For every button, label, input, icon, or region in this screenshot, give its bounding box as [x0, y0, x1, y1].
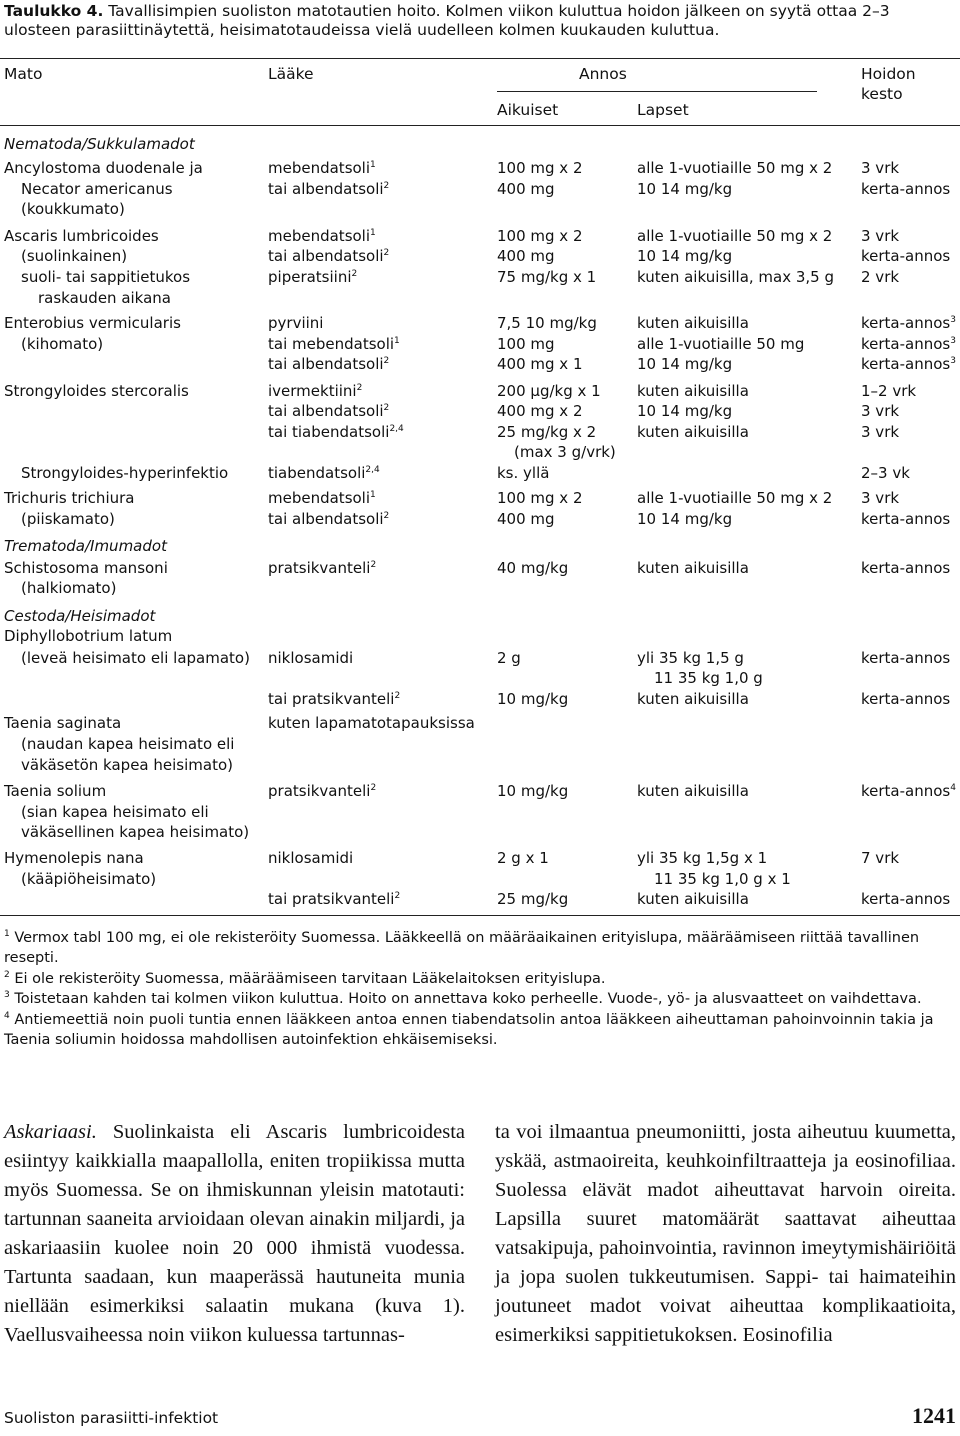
cell-kesto	[861, 648, 950, 668]
cell-laake-text: tai albendatsoli	[268, 355, 384, 373]
cell-lapset-text: kuten aikuisilla	[637, 782, 749, 800]
cell-laake	[268, 713, 475, 733]
cell-lapset	[637, 401, 732, 421]
footnote-ref: 1	[394, 336, 400, 346]
cell-aikuiset	[497, 401, 583, 421]
footnote-number: 2	[4, 970, 10, 981]
body-column-right	[495, 1118, 956, 1350]
cell-laake	[268, 354, 389, 374]
cell-aikuiset-text: 7,5 10 mg/kg	[497, 314, 597, 332]
cell-aikuiset	[497, 381, 601, 401]
cell-lapset	[637, 689, 749, 709]
footnote-text: Ei ole rekisteröity Suomessa, määräämiseen tarvitaan Lääkelaitoksen erityislupa.	[9, 971, 606, 987]
footnote-ref: 2	[383, 248, 390, 258]
cell-mato	[4, 713, 121, 733]
cell-mato-text: (piiskamato)	[21, 510, 115, 528]
cell-aikuiset-text: 400 mg	[497, 510, 555, 528]
cell-kesto-text: 3 vrk	[861, 227, 900, 245]
cell-mato	[21, 463, 228, 483]
cell-mato	[21, 822, 249, 842]
cell-aikuiset	[497, 422, 596, 442]
cell-aikuiset	[497, 334, 555, 354]
cell-aikuiset-text: 200 µg/kg x 1	[497, 382, 601, 400]
cell-kesto	[861, 422, 899, 442]
cell-mato-text: Ascaris lumbricoides	[4, 227, 159, 245]
cell-kesto	[861, 781, 956, 801]
footnote	[4, 1010, 956, 1050]
cell-kesto-text: kerta-annos	[861, 510, 951, 528]
footnote-text: Vermox tabl 100 mg, ei ole rekisteröity Suomessa. Lääkkeellä on määräaikainen erityislupa, määräämiseen riittää tavallinen resepti.	[4, 930, 920, 966]
cell-lapset-text: 10 14 mg/kg	[637, 402, 733, 420]
cell-kesto	[861, 848, 899, 868]
cell-laake-text: tai pratsikvanteli	[268, 890, 395, 908]
cell-lapset-text: alle 1-vuotiaille 50 mg x 2	[637, 489, 833, 507]
cell-kesto-text: 3 vrk	[861, 402, 900, 420]
header-lapset: Lapset	[637, 101, 689, 119]
cell-aikuiset	[497, 354, 583, 374]
cell-mato	[4, 558, 168, 578]
cell-mato	[4, 848, 144, 868]
body-text-right: ta voi ilmaantua pneumoniitti, josta aiheutuu kuumetta, yskää, astmaoireita, keuhkoinfiltraatteja ja eosinofiliaa. Suolessa elävät madot aiheuttavat harvoin oireita. Lapsilla suuret matomäärät saattavat aiheuttaa vatsakipuja, pahoinvointia, ravinnon imeytymishäiriöitä ja jopa suolen tukkeutumisen. Sappi- tai haimateihin joutuneet madot voivat aiheuttaa komplikaatioita, esimerkiksi sappitietukoksen. Eosinofilia	[495, 1121, 956, 1346]
cell-mato	[4, 226, 159, 246]
footer-section-title: Suoliston parasiitti-infektiot	[4, 1409, 219, 1427]
cell-kesto	[861, 381, 916, 401]
cell-kesto-text: kerta-annos	[861, 649, 951, 667]
cell-lapset	[637, 381, 749, 401]
cell-lapset-text: alle 1-vuotiaille 50 mg x 2	[637, 159, 833, 177]
footnote-number: 4	[4, 1011, 10, 1022]
header-mato: Mato	[4, 65, 43, 83]
cell-kesto-text: kerta-annos	[861, 559, 951, 577]
cell-laake	[268, 848, 353, 868]
footnote-ref: 2	[383, 181, 390, 191]
cell-mato	[21, 179, 173, 199]
cell-laake-text: tai albendatsoli	[268, 180, 384, 198]
cell-kesto	[861, 488, 899, 508]
cell-lapset-text: kuten aikuisilla	[637, 314, 749, 332]
cell-laake-text: piperatsiini	[268, 268, 352, 286]
cell-kesto	[861, 179, 950, 199]
cell-mato-text: Strongyloides stercoralis	[4, 382, 189, 400]
cell-lapset	[637, 226, 832, 246]
cell-mato	[4, 158, 203, 178]
footnote-ref: 3	[950, 315, 956, 325]
footnote-ref: 1	[370, 228, 376, 238]
cell-kesto-text: 3 vrk	[861, 489, 900, 507]
cell-mato-text: raskauden aikana	[38, 289, 171, 307]
footnote-ref: 2	[351, 269, 358, 279]
cell-mato-text: (koukkumato)	[21, 200, 125, 218]
cell-lapset-text: 10 14 mg/kg	[637, 180, 733, 198]
cell-kesto	[861, 313, 956, 333]
cell-aikuiset-text: 100 mg	[497, 335, 555, 353]
cell-kesto-text: kerta-annos	[861, 335, 951, 353]
cell-aikuiset	[497, 246, 555, 266]
cell-aikuiset-text: 400 mg	[497, 247, 555, 265]
cell-lapset-text: alle 1-vuotiaille 50 mg x 2	[637, 227, 833, 245]
cell-mato	[21, 199, 125, 219]
cell-lapset	[637, 889, 749, 909]
cell-aikuiset-text: 100 mg x 2	[497, 159, 583, 177]
footnote-ref: 2	[370, 783, 377, 793]
cell-aikuiset-text: 75 mg/kg x 1	[497, 268, 597, 286]
cell-lapset	[637, 648, 744, 668]
cell-mato	[21, 734, 234, 754]
footnote-ref: 2	[356, 383, 363, 393]
cell-mato-text: Taenia saginata	[4, 714, 122, 732]
cell-mato	[21, 267, 190, 287]
cell-aikuiset-text: (max 3 g/vrk)	[514, 443, 616, 461]
cell-mato	[21, 334, 103, 354]
cell-aikuiset	[497, 488, 583, 508]
cell-laake	[268, 488, 376, 508]
group-heading	[4, 134, 195, 154]
cell-aikuiset-text: 25 mg/kg	[497, 890, 569, 908]
cell-kesto-text: 7 vrk	[861, 849, 900, 867]
cell-aikuiset	[497, 689, 568, 709]
cell-laake-text: tiabendatsoli	[268, 464, 366, 482]
cell-laake	[268, 246, 389, 266]
cell-kesto-text: kerta-annos	[861, 247, 951, 265]
cell-kesto-text: 1–2 vrk	[861, 382, 917, 400]
cell-laake-text: tai albendatsoli	[268, 510, 384, 528]
header-kesto: kesto	[861, 85, 903, 103]
cell-aikuiset-text: 40 mg/kg	[497, 559, 569, 577]
caption-label: Taulukko 4.	[4, 2, 104, 20]
footnote-text: Toistetaan kahden tai kolmen viikon kuluttua. Hoito on annettava koko perheelle. Vuode-, yö- ja alusvaatteet on vaihdettava.	[9, 991, 922, 1007]
group-heading-text: Cestoda/Heisimadot	[4, 607, 156, 625]
cell-mato-text: väkäsellinen kapea heisimato)	[21, 823, 250, 841]
cell-kesto	[861, 558, 950, 578]
table-header-rule	[0, 125, 960, 126]
cell-lapset-text: 11 35 kg 1,0 g	[654, 669, 763, 687]
cell-mato-text: suoli- tai sappitietukos	[21, 268, 191, 286]
cell-lapset	[637, 781, 749, 801]
cell-aikuiset-text: 25 mg/kg x 2	[497, 423, 597, 441]
cell-aikuiset-text: 100 mg x 2	[497, 489, 583, 507]
cell-mato	[4, 626, 172, 646]
cell-laake	[268, 889, 400, 909]
group-heading-text: Nematoda/Sukkulamadot	[4, 135, 195, 153]
cell-mato-text: Hymenolepis nana	[4, 849, 144, 867]
cell-kesto-text: kerta-annos	[861, 355, 951, 373]
cell-mato-text: (kihomato)	[21, 335, 104, 353]
cell-laake	[268, 158, 376, 178]
header-laake: Lääke	[268, 65, 314, 83]
cell-laake	[268, 179, 389, 199]
cell-aikuiset	[497, 648, 521, 668]
cell-aikuiset	[497, 889, 568, 909]
footnote-text: Antiemeettiä noin puoli tuntia ennen lääkkeen antoa ennen tiabendatsolin antoa lääkkeen aiheuttaman pahoinvoinnin takia ja Taenia soliumin hoidossa mahdollisen autoinfektion ehkäisemiseksi.	[4, 1012, 934, 1048]
cell-laake	[268, 401, 389, 421]
cell-lapset-text: yli 35 kg 1,5 g	[637, 649, 744, 667]
cell-mato-text: (naudan kapea heisimato eli	[21, 735, 235, 753]
cell-laake	[268, 558, 376, 578]
cell-aikuiset	[497, 463, 549, 483]
body-column-left	[4, 1118, 465, 1350]
cell-mato-text: Taenia solium	[4, 782, 107, 800]
cell-aikuiset	[497, 179, 555, 199]
cell-laake	[268, 689, 400, 709]
cell-lapset	[637, 246, 732, 266]
cell-mato	[21, 578, 116, 598]
cell-laake	[268, 267, 357, 287]
cell-laake-text: tai albendatsoli	[268, 247, 384, 265]
cell-lapset-text: 10 14 mg/kg	[637, 247, 733, 265]
cell-lapset	[637, 509, 732, 529]
cell-aikuiset-text: 2 g x 1	[497, 849, 549, 867]
cell-aikuiset-text: 100 mg x 2	[497, 227, 583, 245]
cell-aikuiset	[497, 313, 597, 333]
group-heading-text: Trematoda/Imumadot	[4, 537, 167, 555]
cell-lapset-text: 10 14 mg/kg	[637, 510, 733, 528]
annos-rule	[497, 91, 817, 92]
cell-aikuiset	[497, 509, 555, 529]
cell-kesto	[861, 246, 950, 266]
cell-laake-text: pratsikvanteli	[268, 782, 371, 800]
section-lead: Askariaasi.	[4, 1121, 97, 1143]
group-heading	[4, 606, 155, 626]
cell-laake-text: tai albendatsoli	[268, 402, 384, 420]
cell-lapset	[637, 488, 832, 508]
cell-kesto	[861, 334, 956, 354]
cell-laake	[268, 226, 376, 246]
footnote-number: 3	[4, 990, 10, 1001]
cell-laake	[268, 381, 362, 401]
table-caption	[4, 2, 956, 40]
cell-aikuiset-text: 400 mg x 2	[497, 402, 583, 420]
cell-lapset	[637, 558, 749, 578]
cell-aikuiset-text: 10 mg/kg	[497, 782, 569, 800]
cell-lapset	[637, 158, 832, 178]
header-annos: Annos	[579, 65, 627, 83]
cell-kesto-text: kerta-annos	[861, 890, 951, 908]
cell-aikuiset-text: ks. yllä	[497, 464, 550, 482]
footnote-ref: 2	[383, 403, 390, 413]
cell-kesto-text: kerta-annos	[861, 314, 951, 332]
footnote	[4, 989, 956, 1009]
cell-lapset	[637, 354, 732, 374]
cell-aikuiset	[497, 781, 568, 801]
cell-mato	[4, 488, 134, 508]
footnote-ref: 3	[950, 356, 956, 366]
cell-laake-text: tai mebendatsoli	[268, 335, 395, 353]
cell-mato	[4, 381, 189, 401]
cell-lapset-text: 10 14 mg/kg	[637, 355, 733, 373]
cell-aikuiset-text: 2 g	[497, 649, 521, 667]
cell-aikuiset	[497, 158, 583, 178]
cell-kesto	[861, 889, 950, 909]
cell-laake	[268, 313, 323, 333]
cell-lapset	[637, 848, 767, 868]
cell-lapset	[637, 179, 732, 199]
cell-mato	[38, 288, 171, 308]
footnote-ref: 3	[950, 336, 956, 346]
cell-laake-text: pratsikvanteli	[268, 559, 371, 577]
cell-kesto	[861, 158, 899, 178]
cell-kesto-text: 3 vrk	[861, 423, 900, 441]
cell-laake	[268, 509, 389, 529]
header-hoidon: Hoidon	[861, 65, 916, 83]
footnote-ref: 1	[370, 160, 376, 170]
cell-kesto	[861, 509, 950, 529]
cell-mato-text: (halkiomato)	[21, 579, 117, 597]
cell-laake-text: niklosamidi	[268, 849, 354, 867]
cell-mato-text: Diphyllobotrium latum	[4, 627, 173, 645]
cell-kesto	[861, 226, 899, 246]
cell-mato-text: Trichuris trichiura	[4, 489, 135, 507]
cell-laake-text: tai pratsikvanteli	[268, 690, 395, 708]
cell-kesto-text: 2–3 vk	[861, 464, 910, 482]
cell-laake-text: niklosamidi	[268, 649, 354, 667]
table-top-rule	[0, 58, 960, 59]
cell-laake	[268, 422, 404, 442]
cell-laake	[268, 334, 400, 354]
cell-lapset-text: 11 35 kg 1,0 g x 1	[654, 870, 791, 888]
cell-laake-text: mebendatsoli	[268, 227, 371, 245]
footnote-ref: 2	[370, 560, 377, 570]
cell-kesto	[861, 401, 899, 421]
cell-mato-text: Schistosoma mansoni	[4, 559, 168, 577]
cell-aikuiset	[497, 267, 596, 287]
cell-mato	[21, 869, 156, 889]
cell-lapset-text: kuten aikuisilla, max 3,5 g	[637, 268, 835, 286]
cell-laake	[268, 781, 376, 801]
cell-kesto-text: kerta-annos	[861, 690, 951, 708]
footnote-ref: 2,4	[365, 465, 380, 475]
cell-kesto	[861, 689, 950, 709]
cell-mato-text: Strongyloides-hyperinfektio	[21, 464, 229, 482]
cell-mato	[21, 509, 115, 529]
cell-lapset	[637, 422, 749, 442]
cell-lapset	[637, 313, 749, 333]
cell-laake-text: pyrviini	[268, 314, 324, 332]
cell-aikuiset-text: 400 mg x 1	[497, 355, 583, 373]
cell-lapset	[654, 668, 763, 688]
cell-lapset-text: kuten aikuisilla	[637, 423, 749, 441]
cell-mato-text: Ancylostoma duodenale ja	[4, 159, 203, 177]
cell-kesto-text: kerta-annos	[861, 180, 951, 198]
cell-lapset-text: kuten aikuisilla	[637, 890, 749, 908]
cell-lapset	[637, 267, 834, 287]
footnote-ref: 2,4	[389, 424, 404, 434]
body-text-left: Suolinkaista eli Ascaris lumbricoidesta esiintyy kaikkialla maapallolla, eniten tropiikissa mutta myös Suomessa. Se on ihmiskunnan yleisin matotauti: tartunnan saaneita arvioidaan olevan ainakin miljardi, ja askariaasiin kuolee noin 20 000 ihmistä vuodessa. Tartunta saadaan, kun maaperässä hautuneita munia niellään esimerkiksi salaatin mukana (kuva 1). Vaellusvaiheessa noin viikon kuluessa tartunnas-	[4, 1121, 465, 1346]
cell-lapset-text: kuten aikuisilla	[637, 382, 749, 400]
footnote	[4, 969, 956, 989]
cell-mato-text: Enterobius vermicularis	[4, 314, 181, 332]
footnote-ref: 2	[394, 691, 401, 701]
cell-laake-text: mebendatsoli	[268, 489, 371, 507]
cell-laake-text: tai tiabendatsoli	[268, 423, 390, 441]
cell-aikuiset-text: 400 mg	[497, 180, 555, 198]
footnote-number: 1	[4, 929, 10, 940]
cell-mato	[21, 246, 127, 266]
cell-mato-text: Necator americanus	[21, 180, 173, 198]
cell-kesto	[861, 267, 899, 287]
cell-kesto	[861, 354, 956, 374]
cell-laake-text: mebendatsoli	[268, 159, 371, 177]
cell-aikuiset	[497, 848, 549, 868]
footnote	[4, 928, 956, 968]
cell-mato	[4, 313, 181, 333]
cell-mato	[21, 648, 250, 668]
cell-lapset	[637, 334, 804, 354]
cell-mato-text: (sian kapea heisimato eli	[21, 803, 209, 821]
cell-mato-text: väkäsetön kapea heisimato)	[21, 756, 233, 774]
cell-laake-text: ivermektiini	[268, 382, 357, 400]
cell-aikuiset	[497, 226, 583, 246]
cell-laake-text: kuten lapamatotapauksissa	[268, 714, 475, 732]
cell-kesto-text: 2 vrk	[861, 268, 900, 286]
cell-lapset	[654, 869, 791, 889]
cell-lapset-text: kuten aikuisilla	[637, 690, 749, 708]
cell-aikuiset	[497, 558, 568, 578]
cell-mato	[21, 802, 209, 822]
table-bottom-rule	[0, 915, 960, 916]
cell-kesto-text: 3 vrk	[861, 159, 900, 177]
group-heading	[4, 536, 167, 556]
cell-mato	[21, 755, 233, 775]
cell-laake	[268, 463, 380, 483]
cell-aikuiset	[514, 442, 616, 462]
header-aikuiset: Aikuiset	[497, 101, 559, 119]
footnote-ref: 4	[950, 783, 956, 793]
cell-aikuiset-text: 10 mg/kg	[497, 690, 569, 708]
cell-mato-text: (kääpiöheisimato)	[21, 870, 157, 888]
footnote-ref: 2	[383, 356, 390, 366]
cell-lapset-text: kuten aikuisilla	[637, 559, 749, 577]
cell-lapset-text: yli 35 kg 1,5g x 1	[637, 849, 768, 867]
cell-mato-text: (leveä heisimato eli lapamato)	[21, 649, 250, 667]
footnote-ref: 2	[383, 511, 390, 521]
cell-laake	[268, 648, 353, 668]
cell-lapset-text: alle 1-vuotiaille 50 mg	[637, 335, 805, 353]
caption-text: Tavallisimpien suoliston matotautien hoito. Kolmen viikon kuluttua hoidon jälkeen on syytä ottaa 2–3 ulosteen parasiittinäytettä, heisimatotaudeissa vielä uudelleen kolmen kuukauden kuluttua.	[4, 2, 890, 39]
cell-mato-text: (suolinkainen)	[21, 247, 128, 265]
cell-kesto	[861, 463, 910, 483]
page-number: 1241	[912, 1403, 956, 1428]
footnote-ref: 2	[394, 891, 401, 901]
cell-kesto-text: kerta-annos	[861, 782, 951, 800]
footnote-ref: 1	[370, 490, 376, 500]
cell-mato	[4, 781, 106, 801]
